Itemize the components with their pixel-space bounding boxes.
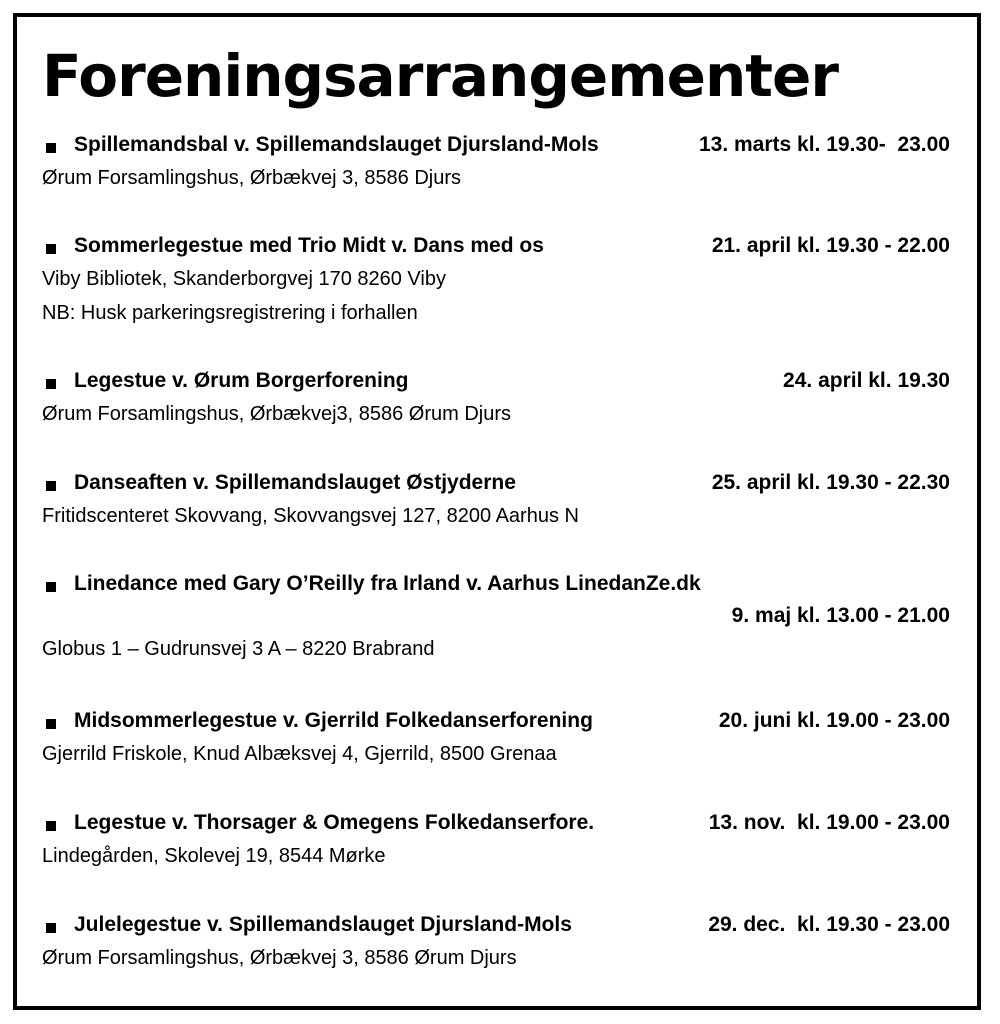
event-name: Spillemandsbal v. Spillemandslauget Djursland-Mols bbox=[74, 133, 599, 156]
event-name: Danseaften v. Spillemandslauget Østjyderne bbox=[74, 471, 516, 494]
square-bullet-icon bbox=[46, 481, 56, 491]
event-date: 13. marts kl. 19.30- 23.00 bbox=[698, 133, 950, 156]
event-name: Julelegestue v. Spillemandslauget Djursland-Mols bbox=[74, 913, 572, 936]
event-item bbox=[42, 569, 954, 665]
event-item bbox=[42, 130, 954, 194]
event-address: Lindegården, Skolevej 19, 8544 Mørke bbox=[42, 845, 386, 867]
event-note: NB: Husk parkeringsregistrering i forhallen bbox=[42, 302, 418, 324]
event-name: Midsommerlegestue v. Gjerrild Folkedanserforening bbox=[74, 709, 593, 732]
square-bullet-icon bbox=[46, 719, 56, 729]
event-item bbox=[42, 231, 954, 329]
square-bullet-icon bbox=[46, 379, 56, 389]
event-item bbox=[42, 468, 954, 532]
event-date: 21. april kl. 19.30 - 22.00 bbox=[711, 234, 950, 257]
square-bullet-icon bbox=[46, 143, 56, 153]
event-address: Globus 1 – Gudrunsvej 3 A – 8220 Brabrand bbox=[42, 638, 435, 660]
event-name: Legestue v. Ørum Borgerforening bbox=[74, 369, 409, 392]
event-item bbox=[42, 910, 954, 974]
event-address: Ørum Forsamlingshus, Ørbækvej3, 8586 Ørum Djurs bbox=[42, 403, 512, 425]
square-bullet-icon bbox=[46, 821, 56, 831]
event-address: Ørum Forsamlingshus, Ørbækvej 3, 8586 Ørum Djurs bbox=[42, 947, 517, 969]
page-title: Foreningsarrangementer bbox=[42, 42, 838, 110]
event-item bbox=[42, 808, 954, 872]
event-address: Viby Bibliotek, Skanderborgvej 170 8260 Viby bbox=[42, 268, 446, 290]
square-bullet-icon bbox=[46, 244, 56, 254]
event-item bbox=[42, 366, 954, 430]
event-name: Sommerlegestue med Trio Midt v. Dans med os bbox=[74, 234, 544, 257]
event-name: Legestue v. Thorsager & Omegens Folkedanserfore. bbox=[74, 811, 595, 834]
event-date: 24. april kl. 19.30 bbox=[783, 369, 950, 392]
square-bullet-icon bbox=[46, 582, 56, 592]
event-date: 9. maj kl. 13.00 - 21.00 bbox=[731, 604, 950, 627]
event-address: Fritidscenteret Skovvang, Skovvangsvej 127, 8200 Aarhus N bbox=[42, 505, 579, 527]
square-bullet-icon bbox=[46, 923, 56, 933]
event-date: 29. dec. kl. 19.30 - 23.00 bbox=[708, 913, 950, 936]
event-name: Linedance med Gary O’Reilly fra Irland v. Aarhus LinedanZe.dk bbox=[74, 572, 701, 595]
event-address: Gjerrild Friskole, Knud Albæksvej 4, Gjerrild, 8500 Grenaa bbox=[42, 743, 557, 765]
event-address: Ørum Forsamlingshus, Ørbækvej 3, 8586 Djurs bbox=[42, 167, 462, 189]
event-item bbox=[42, 706, 954, 770]
event-date: 20. juni kl. 19.00 - 23.00 bbox=[718, 709, 950, 732]
event-date: 13. nov. kl. 19.00 - 23.00 bbox=[708, 811, 950, 834]
event-date: 25. april kl. 19.30 - 22.30 bbox=[711, 471, 950, 494]
